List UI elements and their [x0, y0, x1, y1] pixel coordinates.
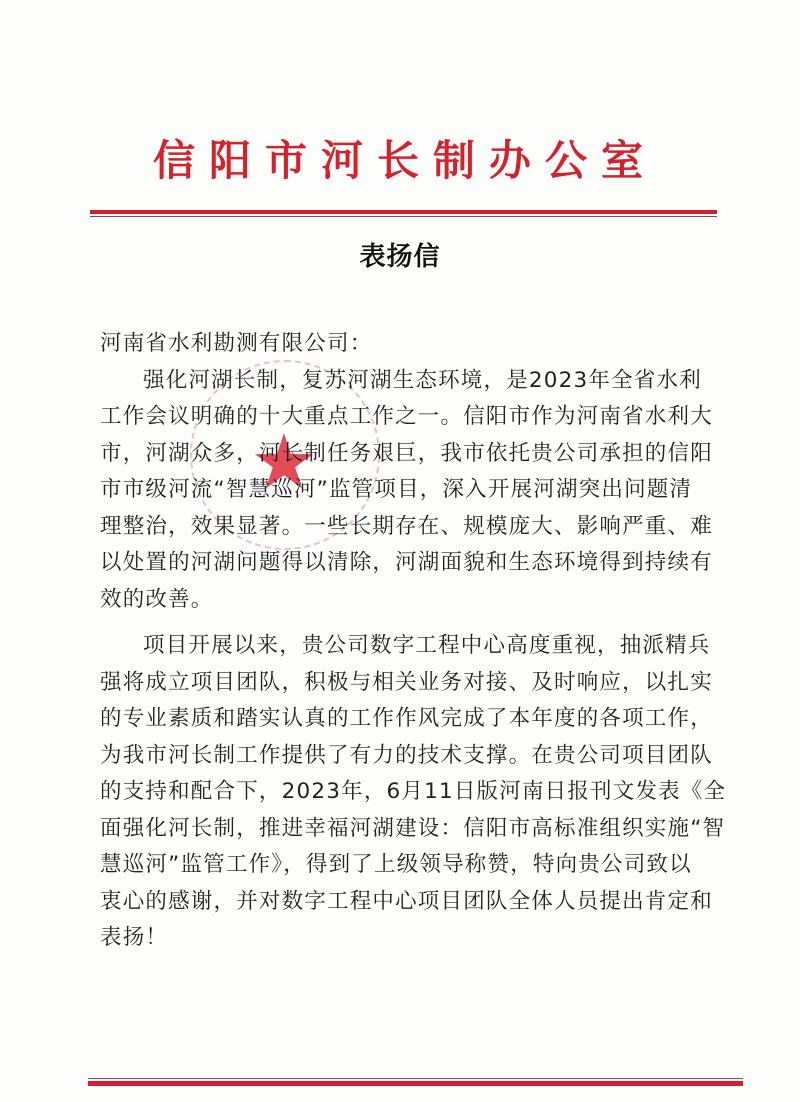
paragraph-line: 面强化河长制，推进幸福河湖建设：信阳市高标准组织实施“智 — [100, 815, 726, 841]
paragraph-line: 市，河湖众多，河长制任务艰巨，我市依托贵公司承担的信阳 — [100, 440, 713, 466]
paragraph-line: 的专业素质和踏实认真的工作作风完成了本年度的各项工作， — [100, 706, 713, 731]
letterhead-org-name: 信阳市河长制办公室 — [152, 136, 657, 185]
letter-body — [100, 326, 740, 957]
paragraph-line: 效的改善。 — [100, 586, 214, 612]
paragraph-line: 强化河湖长制，复苏河湖生态环境，是2023年全省水利 — [143, 367, 702, 393]
paragraph-line: 表扬！ — [100, 925, 169, 950]
paragraph-1 — [100, 363, 740, 619]
paragraph-line: 理整治，效果显著。一些长期存在、规模庞大、影响严重、难 — [100, 513, 713, 539]
salutation: 河南省水利勘测有限公司： — [100, 331, 373, 356]
divider-thin-line — [90, 216, 717, 217]
paragraph-line: 为我市河长制工作提供了有力的技术支撑。在贵公司项目团队 — [100, 742, 713, 768]
paragraph-line: 以处置的河湖问题得以清除，河湖面貌和生态环境得到持续有 — [100, 550, 713, 575]
document-title: 表扬信 — [359, 242, 441, 272]
footer-divider — [88, 1078, 743, 1088]
paragraph-line: 的支持和配合下，2023年，6月11日版河南日报刊文发表《全 — [100, 779, 727, 804]
paragraph-line: 强将成立项目团队，积极与相关业务对接、及时响应，以扎实 — [100, 669, 713, 695]
red-star-seal-icon: ★ — [249, 417, 319, 506]
divider-thick-line — [90, 210, 717, 214]
paragraph-2 — [100, 628, 740, 957]
paragraph-line: 工作会议明确的十大重点工作之一。信阳市作为河南省水利大 — [100, 404, 713, 429]
paragraph-line: 衷心的感谢，并对数字工程中心项目团队全体人员提出肯定和 — [100, 888, 713, 914]
letterhead-divider — [90, 210, 717, 218]
divider-thin-line — [88, 1078, 743, 1079]
paragraph-line: 项目开展以来，贵公司数字工程中心高度重视，抽派精兵 — [143, 633, 711, 658]
paragraph-line: 市市级河流“智慧巡河”监管项目，深入开展河湖突出问题清 — [100, 477, 693, 502]
paragraph-line: 慧巡河”监管工作》，得到了上级领导称赞，特向贵公司致以 — [100, 852, 692, 877]
divider-thick-line — [88, 1081, 743, 1086]
